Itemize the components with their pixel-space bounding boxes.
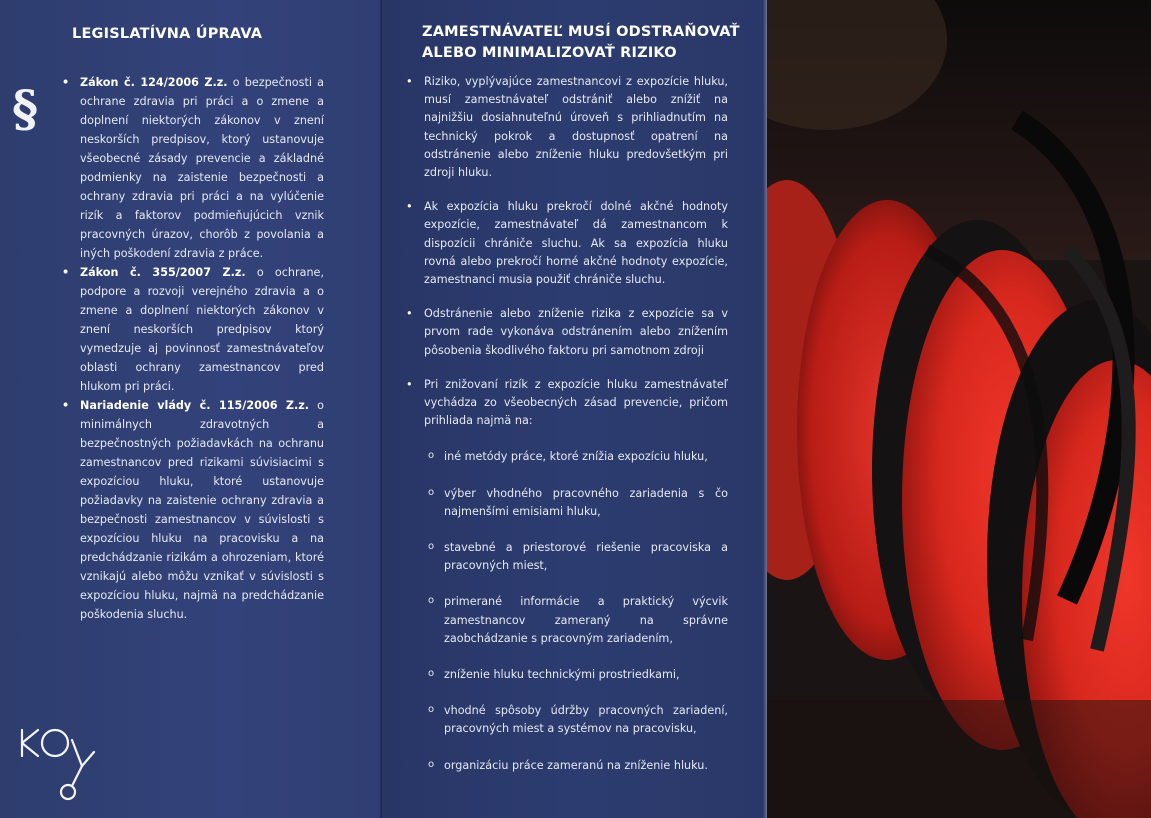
law-text: o bezpečnosti a ochrane zdravia pri práci a o zmene a doplnení niektorých zákonov v znení neskorších predpisov, ktorý ustanovuje všeobecné zásady prevencie a základné podmienky na zaistenie bezpečnosti a ochrany zdravia pri práci a na vylúčenie rizík a faktorov podmieňujúcich vznik pracovných úrazov, chorôb z povolania a iných poškodení zdravia z práce. xyxy=(80,76,324,260)
section-sign-icon: § xyxy=(12,79,39,138)
measure-item: o organizáciu práce zameranú na zníženie hluku. xyxy=(424,757,728,775)
law-item xyxy=(60,396,324,624)
measures-list xyxy=(424,448,728,774)
risk-item-text: Pri znižovaní rizík z expozície hluku zamestnávateľ vychádza zo všeobecných zásad prevencie, pričom prihliada najmä na: xyxy=(424,377,728,428)
risk-item-text: Ak expozícia hluku prekročí dolné akčné hodnoty expozície, zamestnávateľ dá zamestnancom k dispozícii chrániče sluchu. Ak sa expozícia hluku rovná alebo prekročí horné akčné hodnoty expozície, zamestnanci musia použiť chrániče sluchu. xyxy=(424,200,728,287)
law-text: o ochrane, podpore a rozvoji verejného zdravia a o zmene a doplnení niektorých zákonov v znení neskorších predpisov ktorý vymedzuje aj povinnosť zamestnávateľov oblasti ochrany zamestnancov pred hlukom pri práci. xyxy=(80,266,324,393)
measure-item: o stavebné a priestorové riešenie pracoviska a pracovných miest, xyxy=(424,539,728,575)
measure-item: o zníženie hluku technickými prostriedkami, xyxy=(424,666,728,684)
law-item xyxy=(60,263,324,396)
risk-item xyxy=(404,198,728,289)
laws-list xyxy=(60,73,324,624)
measure-item: o iné metódy práce, ktoré znížia expozíciu hluku, xyxy=(424,448,728,466)
risk-item-text: Odstránenie alebo zníženie rizika z expozície sa v prvom rade vykonáva odstránením alebo znížením pôsobenia škodlivého faktoru pri samotnom zdroji xyxy=(424,307,728,357)
measure-item: o primerané informácie a praktický výcvik zamestnancov zameraný na správne zaobchádzanie s pracovným zariadením, xyxy=(424,593,728,648)
law-title: Zákon č. 124/2006 Z.z. xyxy=(80,76,228,89)
employer-heading-line2: ALEBO MINIMALIZOVAŤ RIZIKO xyxy=(422,45,677,61)
measure-item: o vhodné spôsoby údržby pracovných zariadení, pracovných miest a systémov na pracovisku, xyxy=(424,702,728,738)
law-text: o minimálnych zdravotných a bezpečnostných požiadavkách na ochranu zamestnancov pred rizikami súvisiacimi s expozíciou hluku, ktoré ustanovuje požiadavky na zaistenie ochrany zdravia a bezpečnosti zamestnancov v súvislosti s expozíciou hluku na pracovisku a na predchádzanie rizikám a ohrozeniam, ktoré vznikajú alebo môžu vznikať v súvislosti s expozíciou hluku, najmä na predchádzanie poškodenia sluchu. xyxy=(80,399,324,621)
risk-item-text: Riziko, vyplývajúce zamestnancovi z expozície hluku, musí zamestnávateľ odstrániť alebo znížiť na najnižšiu dosiahnuteľnú úroveň s prihliadnutím na technický pokrok a dostupnosť opatrení na odstránenie alebo zníženie hluku predovšetkým pri zdroji hluku. xyxy=(424,75,728,180)
employer-heading-line1: ZAMESTNÁVATEĽ MUSÍ ODSTRAŇOVAŤ xyxy=(422,24,740,40)
law-title: Nariadenie vlády č. 115/2006 Z.z. xyxy=(80,399,310,412)
ear-muffs-illustration xyxy=(767,0,1151,818)
legislation-heading: LEGISLATÍVNA ÚPRAVA xyxy=(72,26,263,42)
left-panel xyxy=(0,0,382,818)
kov-logo xyxy=(18,722,102,806)
risk-item xyxy=(404,376,728,775)
ear-muffs-photo xyxy=(767,0,1151,818)
law-item xyxy=(60,73,324,263)
employer-heading xyxy=(422,22,752,64)
measure-item: o výber vhodného pracovného zariadenia s čo najmenšími emisiami hluku, xyxy=(424,485,728,521)
risk-item xyxy=(404,73,728,182)
risk-item xyxy=(404,305,728,360)
law-title: Zákon č. 355/2007 Z.z. xyxy=(80,266,246,279)
middle-panel xyxy=(382,0,767,818)
risk-list xyxy=(404,73,728,793)
